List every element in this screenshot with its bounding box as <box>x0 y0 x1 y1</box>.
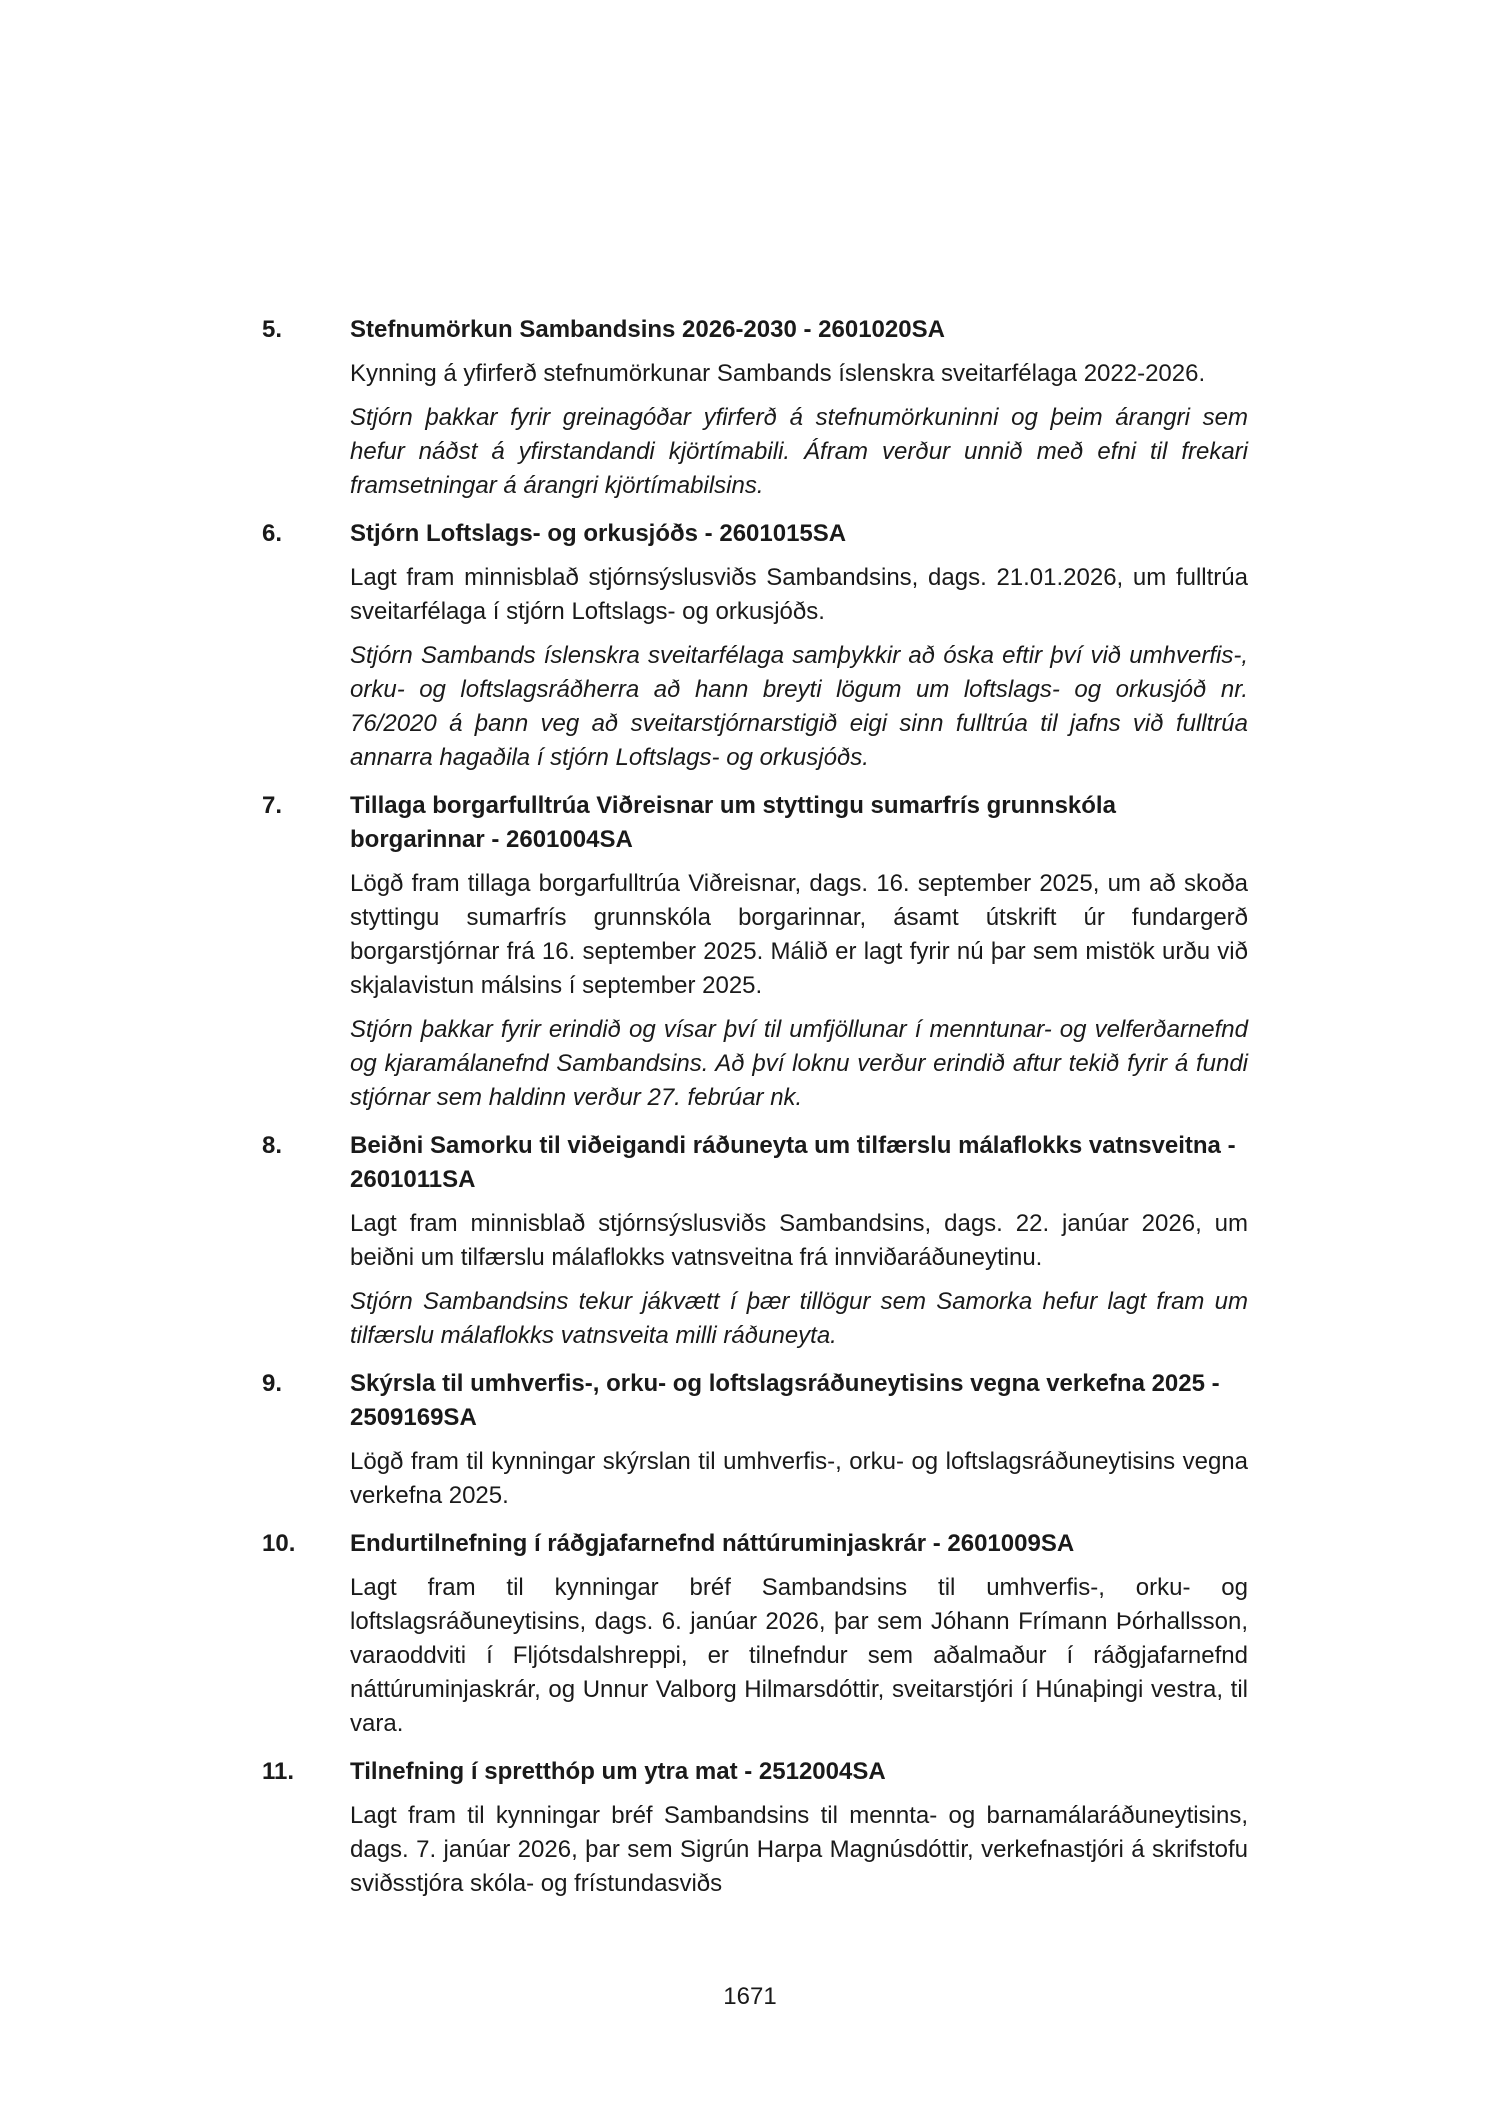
agenda-item-body <box>350 1207 1248 1353</box>
agenda-item-body <box>350 1571 1248 1741</box>
agenda-item-header <box>262 789 1248 857</box>
agenda-item-8 <box>262 1129 1248 1353</box>
agenda-item-7 <box>262 789 1248 1115</box>
agenda-item-header <box>262 517 1248 551</box>
agenda-item-9 <box>262 1367 1248 1513</box>
agenda-item-description: Kynning á yfirferð stefnumörkunar Sambands íslenskra sveitarfélaga 2022-2026. <box>350 360 1206 387</box>
agenda-item-body <box>350 1799 1248 1901</box>
agenda-item-header <box>262 1129 1248 1197</box>
agenda-item-5 <box>262 313 1248 503</box>
agenda-item-description: Lagt fram til kynningar bréf Sambandsins til mennta- og barnamálaráðuneytisins, dags. 7. janúar 2026, þar sem Sigrún Harpa Magnúsdóttir, verkefnastjóri á skrifstofu sviðsstjóra skóla- og frístundasviðs <box>350 1802 1248 1897</box>
agenda-item-body <box>350 1445 1248 1513</box>
agenda-item-title: Beiðni Samorku til viðeigandi ráðuneyta um tilfærslu málaflokks vatnsveitna - 2601011SA <box>350 1132 1236 1193</box>
agenda-item-resolution: Stjórn þakkar fyrir erindið og vísar því til umfjöllunar í menntunar- og velferðarnefnd og kjaramálanefnd Sambandsins. Að því loknu verður erindið aftur tekið fyrir á fundi stjórnar sem haldinn verður 27. febrúar nk. <box>350 1016 1248 1111</box>
agenda-list <box>262 313 1248 1901</box>
agenda-item-body <box>350 561 1248 775</box>
agenda-item-11 <box>262 1755 1248 1901</box>
agenda-item-resolution: Stjórn þakkar fyrir greinagóðar yfirferð á stefnumörkuninni og þeim árangri sem hefur náðst á yfirstandandi kjörtímabili. Áfram verður unnið með efni til frekari framsetningar á árangri kjörtímabilsins. <box>350 404 1248 499</box>
agenda-item-title: Stefnumörkun Sambandsins 2026-2030 - 2601020SA <box>350 316 945 343</box>
agenda-item-10 <box>262 1527 1248 1741</box>
agenda-item-6 <box>262 517 1248 775</box>
agenda-item-description: Lagt fram minnisblað stjórnsýslusviðs Sambandsins, dags. 22. janúar 2026, um beiðni um tilfærslu málaflokks vatnsveitna frá innviðaráðuneytinu. <box>350 1210 1248 1271</box>
agenda-item-header <box>262 1527 1248 1561</box>
agenda-item-number: 6. <box>262 520 283 547</box>
agenda-item-description: Lögð fram til kynningar skýrslan til umhverfis-, orku- og loftslagsráðuneytisins vegna verkefna 2025. <box>350 1448 1248 1509</box>
agenda-item-number: 11. <box>262 1758 295 1785</box>
agenda-item-number: 9. <box>262 1370 283 1397</box>
agenda-item-number: 10. <box>262 1530 296 1557</box>
agenda-item-title: Tillaga borgarfulltrúa Viðreisnar um styttingu sumarfrís grunnskóla borgarinnar - 2601004SA <box>350 792 1116 853</box>
agenda-item-body <box>350 867 1248 1115</box>
agenda-item-title: Tilnefning í spretthóp um ytra mat - 2512004SA <box>350 1758 886 1785</box>
agenda-item-resolution: Stjórn Sambandsins tekur jákvætt í þær tillögur sem Samorka hefur lagt fram um tilfærslu málaflokks vatnsveita milli ráðuneyta. <box>350 1288 1248 1349</box>
agenda-item-header <box>262 1367 1248 1435</box>
agenda-item-number: 8. <box>262 1132 283 1159</box>
agenda-item-number: 5. <box>262 316 283 343</box>
agenda-item-resolution: Stjórn Sambands íslenskra sveitarfélaga samþykkir að óska eftir því við umhverfis-, orku- og loftslagsráðherra að hann breyti lögum um loftslags- og orkusjóð nr. 76/2020 á þann veg að sveitarstjórnarstigið eigi sinn fulltrúa til jafns við fulltrúa annarra hagaðila í stjórn Loftslags- og orkusjóðs. <box>350 642 1248 771</box>
agenda-item-description: Lögð fram tillaga borgarfulltrúa Viðreisnar, dags. 16. september 2025, um að skoða styttingu sumarfrís grunnskóla borgarinnar, ásamt útskrift úr fundargerð borgarstjórnar frá 16. september 2025. Málið er lagt fyrir nú þar sem mistök urðu við skjalavistun málsins í september 2025. <box>350 870 1248 999</box>
agenda-item-title: Stjórn Loftslags- og orkusjóðs - 2601015SA <box>350 520 847 547</box>
agenda-item-description: Lagt fram til kynningar bréf Sambandsins til umhverfis-, orku- og loftslagsráðuneytisins, dags. 6. janúar 2026, þar sem Jóhann Frímann Þórhallsson, varaoddviti í Fljótsdalshreppi, er tilnefndur sem aðalmaður í ráðgjafarnefnd náttúruminjaskrár, og Unnur Valborg Hilmarsdóttir, sveitarstjóri í Húnaþingi vestra, til vara. <box>350 1574 1248 1737</box>
agenda-item-header <box>262 1755 1248 1789</box>
agenda-item-title: Skýrsla til umhverfis-, orku- og loftslagsráðuneytisins vegna verkefna 2025 - 2509169SA <box>350 1370 1220 1431</box>
agenda-item-number: 7. <box>262 792 283 819</box>
page-number: 1671 <box>723 1983 777 2010</box>
agenda-item-title: Endurtilnefning í ráðgjafarnefnd náttúruminjaskrár - 2601009SA <box>350 1530 1075 1557</box>
agenda-item-description: Lagt fram minnisblað stjórnsýslusviðs Sambandsins, dags. 21.01.2026, um fulltrúa sveitarfélaga í stjórn Loftslags- og orkusjóðs. <box>350 564 1248 625</box>
agenda-item-header <box>262 313 1248 347</box>
agenda-item-body <box>350 357 1248 503</box>
